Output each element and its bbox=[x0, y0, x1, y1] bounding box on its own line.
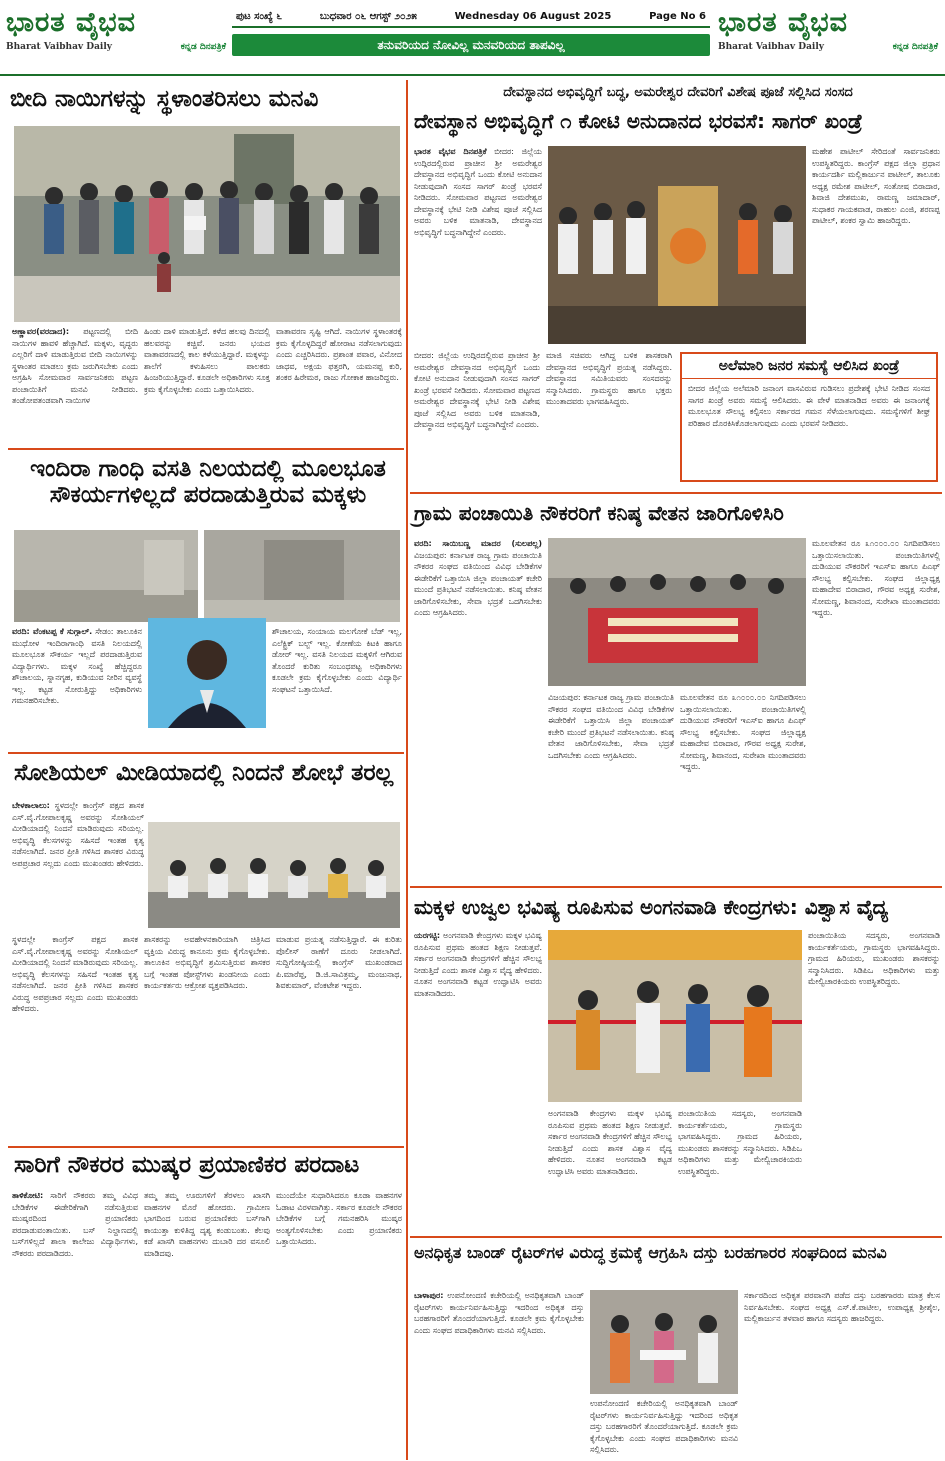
byline-anganwadi: ಯರಗಟ್ಟಿ: bbox=[414, 931, 441, 940]
body-temple-right bbox=[812, 146, 940, 346]
photo-hostel-room-2 bbox=[204, 530, 400, 622]
article-text: ಮುಂದೆಯೇ ಸುಧಾರಿಸಿದರೂ ಕೂಡಾ ವಾಹನಗಳ ಓಡಾಟ ವಿರಳವಾಗಿತ್ತು. ಸರ್ಕಾರ ಕೂಡಲೇ ನೌಕರರ ಬೇಡಿಕೆಗಳ ಬಗ್ಗೆ ಗಮನಹರಿಸಿ ಮುಷ್ಕರ ಅಂತ್ಯಗೊಳಿಸಬೇಕು ಎಂದು ಪ್ರಯಾಣಿಕರು ಒತ್ತಾಯಿಸಿದರು. bbox=[276, 1191, 402, 1246]
article-text: ಅಂಗನವಾಡಿ ಕೇಂದ್ರಗಳು ಮಕ್ಕಳ ಭವಿಷ್ಯ ರೂಪಿಸುವ ಪ್ರಥಮ ಹಂತದ ಶಿಕ್ಷಣ ನೀಡುತ್ತವೆ. ಸರ್ಕಾರ ಅಂಗನವಾಡಿ ಕೇಂದ್ರಗಳಿಗೆ ಹೆಚ್ಚಿನ ಸೌಲಭ್ಯ ನೀಡುತ್ತಿದೆ ಎಂದು ಶಾಸಕ ವಿಶ್ವಾಸ ವೈದ್ಯ ಹೇಳಿದರು. ನೂತನ ಅಂಗನವಾಡಿ ಕಟ್ಟಡ ಉದ್ಘಾಟಿಸಿ ಅವರು ಮಾತನಾಡಿದರು. bbox=[548, 1109, 672, 1176]
headline-hostel: ಇಂದಿರಾ ಗಾಂಧಿ ವಸತಿ ನಿಲಯದಲ್ಲಿ ಮೂಲಭೂತ ಸೌಕರ್ಯಗಳಿಲ್ಲದೆ ಪರದಾಡುತ್ತಿರುವ ಮಕ್ಕಳು bbox=[30, 456, 386, 509]
tagline: ತನುವರಿಯದ ನೋವಿಲ್ಲ ಮನವರಿಯದ ತಾಪವಿಲ್ಲ bbox=[377, 37, 565, 52]
byline-transport: ತಾಳಿಕೋಟಿ: bbox=[12, 1191, 44, 1200]
logo-subtitle: ಕನ್ನಡ ದಿನಪತ್ರಿಕೆ bbox=[892, 42, 938, 52]
article-text: ಶಾಸಕರನ್ನು ಅವಹೇಳನಕಾರಿಯಾಗಿ ಚಿತ್ರಿಸಿದ ವ್ಯಕ್ತಿಯ ವಿರುದ್ಧ ಕಾನೂನು ಕ್ರಮ ಕೈಗೊಳ್ಳಬೇಕು. ತಾಲೂಕಿನ ಅಭಿವೃದ್ಧಿಗೆ ಶ್ರಮಿಸುತ್ತಿರುವ ಶಾಸಕರ ಬಗ್ಗೆ ಇಂತಹ ಪೋಸ್ಟ್‌ಗಳು ಖಂಡನೀಯ ಎಂದು ಕಾರ್ಯಕರ್ತರು ಆಕ್ರೋಶ ವ್ಯಕ್ತಪಡಿಸಿದರು. bbox=[144, 935, 270, 990]
article-text: ಪಟ್ಟಣದಲ್ಲಿ ಬೀದಿ ನಾಯಿಗಳ ಹಾವಳಿ ಹೆಚ್ಚಾಗಿದೆ. ಮಕ್ಕಳು, ವೃದ್ಧರು ಎಲ್ಲರಿಗೆ ದಾಳಿ ಮಾಡುತ್ತಿರುವ ಬೀದಿ ನಾಯಿಗಳನ್ನು ಸ್ಥಳಾಂತರ ಮಾಡಲು ಕ್ರಮ ಜರುಗಿಸಬೇಕು ಎಂದು ಅಗ್ರಹಿಸಿ ಸೋಮವಾರ ಸಾರ್ವಜನಿಕರು ಪಟ್ಟಣ ಪಂಚಾಯಿತಿಗೆ ಮನವಿ ನೀಡಿದರು. ತಂಡೋಪತಂಡವಾಗಿ ನಾಯಿಗಳ bbox=[12, 327, 138, 405]
headline-social-media: ಸೋಶಿಯಲ್ ಮೀಡಿಯಾದಲ್ಲಿ ನಿಂದನೆ ಶೋಭೆ ತರಲ್ಲ bbox=[14, 760, 394, 786]
logo-english-name: Bharat Vaibhav Daily bbox=[718, 42, 824, 52]
body-hostel-left bbox=[12, 626, 142, 746]
article-text: ಅಂಗನವಾಡಿ ಕೇಂದ್ರಗಳು ಮಕ್ಕಳ ಭವಿಷ್ಯ ರೂಪಿಸುವ ಪ್ರಥಮ ಹಂತದ ಶಿಕ್ಷಣ ನೀಡುತ್ತವೆ. ಸರ್ಕಾರ ಅಂಗನವಾಡಿ ಕೇಂದ್ರಗಳಿಗೆ ಹೆಚ್ಚಿನ ಸೌಲಭ್ಯ ನೀಡುತ್ತಿದೆ ಎಂದು ಶಾಸಕ ವಿಶ್ವಾಸ ವೈದ್ಯ ಹೇಳಿದರು. ನೂತನ ಅಂಗನವಾಡಿ ಕಟ್ಟಡ ಉದ್ಘಾಟಿಸಿ ಅವರು ಮಾತನಾಡಿದರು. bbox=[414, 931, 542, 998]
headline-dogs: ಬೀದಿ ನಾಯಿಗಳನ್ನು ಸ್ಥಳಾಂತರಿಸಲು ಮನವಿ bbox=[10, 86, 319, 112]
body-anganwadi-right bbox=[808, 930, 940, 1230]
body-panchayat-right bbox=[812, 538, 940, 868]
byline-social: ಬೇಳಕಾಲಾಲು: bbox=[12, 801, 50, 810]
byline-dogs: ಅಣ್ಣಾವರ(ವರದಾದ): bbox=[12, 327, 70, 336]
body-temple-bottom bbox=[414, 350, 672, 486]
article-text: ಸಾರಿಗೆ ನೌಕರರು ತಮ್ಮ ವಿವಿಧ ಬೇಡಿಕೆಗಳ ಈಡೇರಿಕೆಗಾಗಿ ನಡೆಸುತ್ತಿರುವ ಮುಷ್ಕರದಿಂದ ಪ್ರಯಾಣಿಕರು ಪರದಾಡುವಂತಾಯಿತು. ಬಸ್ ನಿಲ್ದಾಣದಲ್ಲಿ ಬಸ್‌ಗಳಿಲ್ಲದೆ ಶಾಲಾ ಕಾಲೇಜು ವಿದ್ಯಾರ್ಥಿಗಳು, ನೌಕರರು ಪರದಾಡಿದರು. bbox=[12, 1191, 138, 1258]
masthead-center bbox=[232, 6, 710, 64]
article-text: ಮಾಡುವ ಪ್ರಯತ್ನ ನಡೆಸುತ್ತಿದ್ದಾರೆ. ಈ ಕುರಿತು ಪೊಲೀಸ್ ಠಾಣೆಗೆ ದೂರು ನೀಡಲಾಗಿದೆ. ಸುದ್ದಿಗೋಷ್ಠಿಯಲ್ಲಿ ಕಾಂಗ್ರೆಸ್ ಮುಖಂಡರಾದ ಪಿ.ಮಾರೆಪ್ಪ, ಡಿ.ಜಿ.ಸಾವಿತ್ರಮ್ಮ, ಮಂಜುನಾಥ, ಶಿವಕುಮಾರ್, ವೆಂಕಟೇಶ ಇದ್ದರು. bbox=[276, 935, 402, 990]
photo-panchayat-protest bbox=[548, 538, 806, 686]
headline-temple: ದೇವಸ್ಥಾನ ಅಭಿವೃದ್ಧಿಗೆ ೧ ಕೋಟಿ ಅನುದಾನದ ಭರವಸೆ: ಸಾಗರ್ ಖಂಡ್ರೆ bbox=[414, 109, 863, 133]
article-text: ತಮ್ಮ ತಮ್ಮ ಊರುಗಳಿಗೆ ತೆರಳಲು ಖಾಸಗಿ ವಾಹನಗಳ ಮೊರೆ ಹೋದರು. ಗ್ರಾಮೀಣ ಭಾಗದಿಂದ ಬರುವ ಪ್ರಯಾಣಿಕರು ಬಸ್‌ಗಾಗಿ ಕಾಯುತ್ತಾ ಕುಳಿತಿದ್ದ ದೃಶ್ಯ ಕಂಡುಬಂತು. ಕೆಲವು ಕಡೆ ಖಾಸಗಿ ವಾಹನಗಳು ದುಬಾರಿ ದರ ವಸೂಲಿ ಮಾಡಿದವು. bbox=[144, 1191, 270, 1258]
section-divider bbox=[410, 886, 942, 888]
article-text: ಸ್ಥಳದಲ್ಲೇ ಕಾಂಗ್ರೆಸ್ ಪಕ್ಷದ ಶಾಸಕ ಎಸ್.ವೈ.ಗೋಪಾಲಕೃಷ್ಣ ಅವರನ್ನು ಸೋಶಿಯಲ್ ಮೀಡಿಯಾದಲ್ಲಿ ನಿಂದನೆ ಮಾಡಿರುವುದು ಸರಿಯಲ್ಲ. ಅಭಿವೃದ್ಧಿ ಕೆಲಸಗಳನ್ನು ಸಹಿಸದೆ ಇಂತಹ ಕೃತ್ಯ ನಡೆಸಲಾಗಿದೆ. ಜನರ ಪ್ರೀತಿ ಗಳಿಸಿದ ಶಾಸಕರ ವಿರುದ್ಧ ಅಪಪ್ರಚಾರ ಸಲ್ಲದು ಎಂದು ಮುಖಂಡರು ಹೇಳಿದರು. bbox=[12, 935, 138, 1013]
masthead-logo-right bbox=[718, 4, 938, 66]
article-text: ಮೂಲವೇತನ ರೂ ೩೧೦೦೦.೦೦ ನಿಗದಿಪಡಿಸಲು ಒತ್ತಾಯಿಸಲಾಯಿತು. ಪಂಚಾಯಿತಿಗಳಲ್ಲಿ ದುಡಿಯುವ ನೌಕರರಿಗೆ ಇಎಸ್ಐ ಹಾಗೂ ಪಿಎಫ್ ಸೌಲಭ್ಯ ಕಲ್ಪಿಸಬೇಕು. ಸಂಘದ ಜಿಲ್ಲಾಧ್ಯಕ್ಷ ಮಹಾದೇವ ಬಿರಾದಾರ, ಗೌರವ ಅಧ್ಯಕ್ಷ ಸುರೇಶ, ಸೋಮಣ್ಣ, ಶಿವಾನಂದ, ಸುರೇಖಾ ಮುಂತಾದವರು ಇದ್ದರು. bbox=[680, 693, 806, 771]
article-text: ಪಂಚಾಯಿತಿಯ ಸದಸ್ಯರು, ಅಂಗನವಾಡಿ ಕಾರ್ಯಕರ್ತೆಯರು, ಗ್ರಾಮಸ್ಥರು ಭಾಗವಹಿಸಿದ್ದರು. ಗ್ರಾಮದ ಹಿರಿಯರು, ಮುಖಂಡರು ಶಾಸಕರನ್ನು ಸನ್ಮಾನಿಸಿದರು. ಸಿಡಿಪಿಒ ಅಧಿಕಾರಿಗಳು ಮತ್ತು ಮೇಲ್ವಿಚಾರಕಿಯರು ಉಪಸ್ಥಿತರಿದ್ದರು. bbox=[678, 1109, 802, 1176]
byline-hostel: ವರದಿ: ವೆಂಕಟಪ್ಪ ಕೆ ಸುಗ್ಗಾಲ್. bbox=[12, 627, 93, 636]
body-bond-writers-left bbox=[414, 1290, 584, 1454]
body-anganwadi-mid bbox=[548, 1108, 802, 1230]
article-text: ಬೀದರ: ಜಿಲ್ಲೆಯ ಉದ್ಗಿರದಲ್ಲಿರುವ ಪ್ರಾಚೀನ ಶ್ರೀ ಅಮರೇಶ್ವರ ದೇವಸ್ಥಾನದ ಅಭಿವೃದ್ಧಿಗೆ ಒಂದು ಕೋಟಿ ಅನುದಾನ ನೀಡುವುದಾಗಿ ಸಂಸದ ಸಾಗರ್ ಖಂಡ್ರೆ ಭರವಸೆ ನೀಡಿದರು. ಸೋಮವಾರ ಪಟ್ಟಣದ ಅಮರೇಶ್ವರ ದೇವಸ್ಥಾನಕ್ಕೆ ಭೇಟಿ ನೀಡಿ ವಿಶೇಷ ಪೂಜೆ ಸಲ್ಲಿಸಿದ ಅವರು ಬಳಿಕ ಮಾತನಾಡಿ, ದೇವಸ್ಥಾನದ ಅಭಿವೃದ್ಧಿಗೆ ಬದ್ಧನಾಗಿದ್ದೇನೆ ಎಂದರು. bbox=[414, 351, 540, 429]
tagline-bar bbox=[232, 34, 710, 56]
article-text: ಹಿಂಡು ದಾಳಿ ಮಾಡುತ್ತಿದೆ. ಕಳೆದ ಹಲವು ದಿನದಲ್ಲಿ ಹಲವರನ್ನು ಕಚ್ಚಿವೆ. ಜನರು ಭಯದ ವಾತಾವರಣದಲ್ಲಿ ಕಾಲ ಕಳೆಯುತ್ತಿದ್ದಾರೆ. ಮಕ್ಕಳನ್ನು ಶಾಲೆಗೆ ಕಳುಹಿಸಲು ಪಾಲಕರು ಹಿಂಜರಿಯುತ್ತಿದ್ದಾರೆ. ಕೂಡಲೇ ಅಧಿಕಾರಿಗಳು ಸೂಕ್ತ ಕ್ರಮ ಕೈಗೊಳ್ಳಬೇಕು ಎಂದು ಒತ್ತಾಯಿಸಿದರು. bbox=[144, 327, 270, 394]
section-divider bbox=[410, 492, 942, 494]
article-text: ಮಾಜಿ ಸಚಿವರು ಆಗಿದ್ದ ಬಳಿಕ ಶಾಸಕರಾಗಿ ದೇವಸ್ಥಾನದ ಅಭಿವೃದ್ಧಿಗೆ ಪ್ರಯತ್ನ ನಡೆಸಿದ್ದರು. ದೇವಸ್ಥಾನದ ಸಮಿತಿಯವರು ಸಂಸದರನ್ನು ಸನ್ಮಾನಿಸಿದರು. ಗ್ರಾಮಸ್ಥರು ಹಾಗೂ ಭಕ್ತರು ಮುಂತಾದವರು ಭಾಗವಹಿಸಿದ್ದರು. bbox=[546, 351, 672, 406]
photo-reporter-portrait bbox=[148, 618, 266, 728]
article-text: ಮಹೇಶ ಪಾಟೀಲ್ ಸೇರಿದಂತೆ ಸಾರ್ವಜನಿಕರು ಉಪಸ್ಥಿತರಿದ್ದರು. ಕಾಂಗ್ರೆಸ್ ಪಕ್ಷದ ಜಿಲ್ಲಾ ಪ್ರಧಾನ ಕಾರ್ಯದರ್ಶಿ ಮಲ್ಲಿಕಾರ್ಜುನ ಪಾಟೀಲ್, ತಾಲೂಕು ಅಧ್ಯಕ್ಷ ರಮೇಶ ಪಾಟೀಲ್, ಸಂತೋಷ ಬಿರಾದಾರ, ಶಿವಾಜಿ ದೇಶಮುಖ, ರಾಮಣ್ಣ ಜಮಾದಾರ್, ಸುಧಾಕರ ಗಾಯಕವಾಡ, ರಾಹುಲ ಎಂಜಿ, ಶರಣಪ್ಪ ಪಾಟೀಲ್, ಶಂಕರ ಸ್ವಾಮಿ ಹಾಜರಿದ್ದರು. bbox=[812, 147, 940, 225]
masthead-divider bbox=[0, 74, 945, 76]
logo-subtitle: ಕನ್ನಡ ದಿನಪತ್ರಿಕೆ bbox=[180, 42, 226, 52]
article-text: ವಿಜಯಪುರ: ಕರ್ನಾಟಕ ರಾಜ್ಯ ಗ್ರಾಮ ಪಂಚಾಯಿತಿ ನೌಕರರ ಸಂಘದ ವತಿಯಿಂದ ವಿವಿಧ ಬೇಡಿಕೆಗಳ ಈಡೇರಿಕೆಗೆ ಒತ್ತಾಯಿಸಿ ಜಿಲ್ಲಾ ಪಂಚಾಯತ್ ಕಚೇರಿ ಮುಂದೆ ಪ್ರತಿಭಟನೆ ನಡೆಸಲಾಯಿತು. ಕನಿಷ್ಠ ವೇತನ ಜಾರಿಗೊಳಿಸಬೇಕು, ಸೇವಾ ಭದ್ರತೆ ಒದಗಿಸಬೇಕು ಎಂದು ಆಗ್ರಹಿಸಿದರು. bbox=[548, 693, 674, 760]
body-social-intro bbox=[12, 800, 144, 930]
article-text: ಉಪನೋಂದಣಿ ಕಚೇರಿಯಲ್ಲಿ ಅನಧಿಕೃತವಾಗಿ ಬಾಂಡ್ ರೈಟರ್‌ಗಳು ಕಾರ್ಯನಿರ್ವಹಿಸುತ್ತಿದ್ದು ಇದರಿಂದ ಅಧಿಕೃತ ದಸ್ತು ಬರಹಗಾರರಿಗೆ ತೊಂದರೆಯಾಗುತ್ತಿದೆ. ಕೂಡಲೇ ಕ್ರಮ ಕೈಗೊಳ್ಳಬೇಕು ಎಂದು ಸಂಘದ ಪದಾಧಿಕಾರಿಗಳು ಮನವಿ ಸಲ್ಲಿಸಿದರು. bbox=[414, 1291, 584, 1335]
article-text: ಪಂಚಾಯಿತಿಯ ಸದಸ್ಯರು, ಅಂಗನವಾಡಿ ಕಾರ್ಯಕರ್ತೆಯರು, ಗ್ರಾಮಸ್ಥರು ಭಾಗವಹಿಸಿದ್ದರು. ಗ್ರಾಮದ ಹಿರಿಯರು, ಮುಖಂಡರು ಶಾಸಕರನ್ನು ಸನ್ಮಾನಿಸಿದರು. ಸಿಡಿಪಿಒ ಅಧಿಕಾರಿಗಳು ಮತ್ತು ಮೇಲ್ವಿಚಾರಕಿಯರು ಉಪಸ್ಥಿತರಿದ್ದರು. bbox=[808, 931, 940, 986]
headline-panchayat: ಗ್ರಾಮ ಪಂಚಾಯಿತಿ ನೌಕರರಿಗೆ ಕನಿಷ್ಠ ವೇತನ ಜಾರಿಗೊಳಿಸಿರಿ bbox=[414, 501, 784, 525]
logo-title: ಭಾರತ ವೈಭವ bbox=[6, 7, 136, 38]
kicker-temple: ದೇವಸ್ಥಾನದ ಅಭಿವೃದ್ಧಿಗೆ ಬದ್ಧ, ಅಮರೇಶ್ವರ ದೇವರಿಗೆ ವಿಶೇಷ ಪೂಜೆ ಸಲ್ಲಿಸಿದ ಸಂಸದ bbox=[503, 85, 853, 100]
headline-bond-writers: ಅನಧಿಕೃತ ಬಾಂಡ್ ರೈಟರ್‌ಗಳ ವಿರುದ್ಧ ಕ್ರಮಕ್ಕೆ ಆಗ್ರಹಿಸಿ ದಸ್ತು ಬರಹಗಾರರ ಸಂಘದಿಂದ ಮನವಿ bbox=[414, 1243, 887, 1262]
page-number: Page No 6 bbox=[649, 10, 706, 22]
article-text: ಶೌಚಾಲಯ, ಸಂಯಾಯ ಮಲಗೋಕೆ ಬೆಡ್ ಇಲ್ಲ, ಎಲೆಕ್ಟ್ರಿಕ್ ಬಲ್ಬ್ ಇಲ್ಲ. ಕೋಣೆಯ ಕಿಟಕಿ ಹಾಗೂ ಡೋರ್ ಇಲ್ಲ. ವಸತಿ ನಿಲಯದ ಮಕ್ಕಳಿಗೆ ಆಗಿರುವ ತೊಂದರೆ ಕುರಿತು ಸಂಬಂಧಪಟ್ಟ ಅಧಿಕಾರಿಗಳು ಕೂಡಲೇ ಕ್ರಮ ಕೈಗೊಳ್ಳಬೇಕು ಎಂದು ವಿದ್ಯಾರ್ಥಿ ಸಂಘಟನೆ ಒತ್ತಾಯಿಸಿದೆ. bbox=[272, 627, 402, 694]
body-hostel-right bbox=[272, 626, 402, 746]
article-text: ಸೇಡಂ: ತಾಲೂಕಿನ ಮುಧೋಳ ಇಂದಿರಾಗಾಂಧಿ ವಸತಿ ನಿಲಯದಲ್ಲಿ ಮೂಲಭೂತ ಸೌಕರ್ಯ ಇಲ್ಲದೆ ಪರದಾಡುತ್ತಿರುವ ವಿದ್ಯಾರ್ಥಿಗಳು. ಮಕ್ಕಳ ಸಂಖ್ಯೆ ಹೆಚ್ಚಿದ್ದರೂ ಶೌಚಾಲಯ, ಸ್ನಾನಗೃಹ, ಕುಡಿಯುವ ನೀರಿನ ವ್ಯವಸ್ಥೆ ಇಲ್ಲ. ಕಟ್ಟಡ ಸೋರುತ್ತಿದ್ದು ಅಧಿಕಾರಿಗಳು ಗಮನಹರಿಸಬೇಕು. bbox=[12, 627, 142, 705]
section-divider bbox=[8, 448, 404, 450]
photo-bond-writers bbox=[590, 1290, 738, 1394]
headline-anganwadi: ಮಕ್ಕಳ ಉಜ್ವಲ ಭವಿಷ್ಯ ರೂಪಿಸುವ ಅಂಗನವಾಡಿ ಕೇಂದ್ರಗಳು: ವಿಶ್ವಾಸ ವೈದ್ಯ bbox=[414, 895, 889, 919]
column-divider bbox=[406, 80, 408, 1460]
article-text: ಉಪನೋಂದಣಿ ಕಚೇರಿಯಲ್ಲಿ ಅನಧಿಕೃತವಾಗಿ ಬಾಂಡ್ ರೈಟರ್‌ಗಳು ಕಾರ್ಯನಿರ್ವಹಿಸುತ್ತಿದ್ದು ಇದರಿಂದ ಅಧಿಕೃತ ದಸ್ತು ಬರಹಗಾರರಿಗೆ ತೊಂದರೆಯಾಗುತ್ತಿದೆ. ಕೂಡಲೇ ಕ್ರಮ ಕೈಗೊಳ್ಳಬೇಕು ಎಂದು ಸಂಘದ ಪದಾಧಿಕಾರಿಗಳು ಮನವಿ ಸಲ್ಲಿಸಿದರು. bbox=[590, 1399, 738, 1454]
body-anganwadi-left bbox=[414, 930, 542, 1230]
body-panchayat-mid bbox=[548, 692, 806, 868]
box-alemari bbox=[680, 352, 938, 482]
section-divider bbox=[8, 1146, 404, 1148]
logo-english-name: Bharat Vaibhav Daily bbox=[6, 42, 112, 52]
masthead-logo-left bbox=[6, 4, 226, 66]
headline-alemari: ಅಲೆಮಾರಿ ಜನರ ಸಮಸ್ಯೆ ಆಲಿಸಿದ ಖಂಡ್ರೆ bbox=[682, 354, 936, 379]
article-text: ಬೀದರ: ಜಿಲ್ಲೆಯ ಉದ್ಗಿರದಲ್ಲಿರುವ ಪ್ರಾಚೀನ ಶ್ರೀ ಅಮರೇಶ್ವರ ದೇವಸ್ಥಾನದ ಅಭಿವೃದ್ಧಿಗೆ ಒಂದು ಕೋಟಿ ಅನುದಾನ ನೀಡುವುದಾಗಿ ಸಂಸದ ಸಾಗರ್ ಖಂಡ್ರೆ ಭರವಸೆ ನೀಡಿದರು. ಸೋಮವಾರ ಪಟ್ಟಣದ ಅಮರೇಶ್ವರ ದೇವಸ್ಥಾನಕ್ಕೆ ಭೇಟಿ ನೀಡಿ ವಿಶೇಷ ಪೂಜೆ ಸಲ್ಲಿಸಿದ ಅವರು ಬಳಿಕ ಮಾತನಾಡಿ, ದೇವಸ್ಥಾನದ ಅಭಿವೃದ್ಧಿಗೆ ಬದ್ಧನಾಗಿದ್ದೇನೆ ಎಂದರು. bbox=[414, 147, 542, 237]
masthead bbox=[0, 0, 945, 70]
logo-title: ಭಾರತ ವೈಭವ bbox=[718, 7, 848, 38]
body-temple-left bbox=[414, 146, 542, 346]
body-dogs bbox=[12, 326, 402, 444]
article-text: ಸ್ಥಳದಲ್ಲೇ ಕಾಂಗ್ರೆಸ್ ಪಕ್ಷದ ಶಾಸಕ ಎಸ್.ವೈ.ಗೋಪಾಲಕೃಷ್ಣ ಅವರನ್ನು ಸೋಶಿಯಲ್ ಮೀಡಿಯಾದಲ್ಲಿ ನಿಂದನೆ ಮಾಡಿರುವುದು ಸರಿಯಲ್ಲ. ಅಭಿವೃದ್ಧಿ ಕೆಲಸಗಳನ್ನು ಸಹಿಸದೆ ಇಂತಹ ಕೃತ್ಯ ನಡೆಸಲಾಗಿದೆ. ಜನರ ಪ್ರೀತಿ ಗಳಿಸಿದ ಶಾಸಕರ ವಿರುದ್ಧ ಅಪಪ್ರಚಾರ ಸಲ್ಲದು ಎಂದು ಮುಖಂಡರು ಹೇಳಿದರು. bbox=[12, 801, 144, 868]
photo-anganwadi-inauguration bbox=[548, 930, 802, 1102]
body-transport-strike bbox=[12, 1190, 402, 1452]
body-social-media bbox=[12, 934, 402, 1142]
date-bar bbox=[232, 6, 710, 28]
body-panchayat-left bbox=[414, 538, 542, 868]
body-bond-writers-right bbox=[744, 1290, 940, 1454]
article-text: ಮೂಲವೇತನ ರೂ ೩೧೦೦೦.೦೦ ನಿಗದಿಪಡಿಸಲು ಒತ್ತಾಯಿಸಲಾಯಿತು. ಪಂಚಾಯಿತಿಗಳಲ್ಲಿ ದುಡಿಯುವ ನೌಕರರಿಗೆ ಇಎಸ್ಐ ಹಾಗೂ ಪಿಎಫ್ ಸೌಲಭ್ಯ ಕಲ್ಪಿಸಬೇಕು. ಸಂಘದ ಜಿಲ್ಲಾಧ್ಯಕ್ಷ ಮಹಾದೇವ ಬಿರಾದಾರ, ಗೌರವ ಅಧ್ಯಕ್ಷ ಸುರೇಶ, ಸೋಮಣ್ಣ, ಶಿವಾನಂದ, ಸುರೇಖಾ ಮುಂತಾದವರು ಇದ್ದರು. bbox=[812, 539, 940, 617]
issue-label: ಪುಟ ಸಂಖ್ಯೆ ೬ bbox=[236, 10, 283, 22]
photo-dogs-memorandum bbox=[14, 126, 400, 322]
section-divider bbox=[410, 1236, 942, 1238]
article-text: ವಾತಾವರಣ ಸೃಷ್ಟಿ ಆಗಿದೆ. ನಾಯಿಗಳ ಸ್ಥಳಾಂತರಕ್ಕೆ ಕ್ರಮ ಕೈಗೊಳ್ಳದಿದ್ದರೆ ಹೋರಾಟ ನಡೆಸಲಾಗುವುದು ಎಂದು ಎಚ್ಚರಿಸಿದರು. ಪ್ರಶಾಂತ ಪವಾರ, ವಿನೋದ ಜಾಧವ, ಅಕ್ಷಯ ಫತ್ತರಗಿ, ಯಮನಪ್ಪ ಕುರಿ, ಶಂಕರ ಹಿರೇಮಠ, ರಾಜು ಗೋಕಾಕ ಹಾಜರಿದ್ದರು. bbox=[276, 327, 402, 382]
byline-panchayat: ವರದಿ: ಸಾಯಿಬಣ್ಣ ಮಾದರ (ಸುಲಪಲ್ಲ) bbox=[414, 539, 542, 548]
section-divider bbox=[8, 752, 404, 754]
body-bond-writers-mid bbox=[590, 1398, 738, 1454]
date-kannada: ಬುಧವಾರ ೦೬ ಆಗಸ್ಟ್ ೨೦೨೫ bbox=[319, 10, 417, 22]
article-text: ಬೀದರ ಜಿಲ್ಲೆಯ ಅಲೆಮಾರಿ ಜನಾಂಗ ವಾಸವಿರುವ ಗುಡಿಸಲು ಪ್ರದೇಶಕ್ಕೆ ಭೇಟಿ ನೀಡಿದ ಸಂಸದ ಸಾಗರ ಖಂಡ್ರೆ ಅವರು ಸಮಸ್ಯೆ ಆಲಿಸಿದರು. ಈ ವೇಳೆ ಮಾತನಾಡಿದ ಅವರು ಈ ಜನಾಂಗಕ್ಕೆ ಮೂಲಭೂತ ಸೌಲಭ್ಯ ಕಲ್ಪಿಸಲು ಸರ್ಕಾರದ ಗಮನ ಸೆಳೆಯಲಾಗುವುದು. ಸಮಸ್ಯೆಗಳಿಗೆ ಶೀಘ್ರ ಪರಿಹಾರ ದೊರಕಿಸಿಕೊಡಲಾಗುವುದು ಎಂದು ಭರವಸೆ ನೀಡಿದರು. bbox=[688, 384, 930, 428]
date-english: Wednesday 06 August 2025 bbox=[454, 10, 612, 22]
photo-hostel-room-1 bbox=[14, 530, 198, 622]
headline-transport-strike: ಸಾರಿಗೆ ನೌಕರರ ಮುಷ್ಕರ ಪ್ರಯಾಣಿಕರ ಪರದಾಟ bbox=[14, 1152, 360, 1178]
byline-bond-writers: ಬಾಳಾಪುರ: bbox=[414, 1291, 444, 1300]
byline-temple: ಭಾರತ ವೈಭವ ದಿನಪತ್ರಿಕೆ bbox=[414, 147, 487, 156]
photo-temple-pooja bbox=[548, 146, 806, 344]
photo-press-meet bbox=[148, 822, 400, 928]
article-text: ವಿಜಯಪುರ: ಕರ್ನಾಟಕ ರಾಜ್ಯ ಗ್ರಾಮ ಪಂಚಾಯಿತಿ ನೌಕರರ ಸಂಘದ ವತಿಯಿಂದ ವಿವಿಧ ಬೇಡಿಕೆಗಳ ಈಡೇರಿಕೆಗೆ ಒತ್ತಾಯಿಸಿ ಜಿಲ್ಲಾ ಪಂಚಾಯತ್ ಕಚೇರಿ ಮುಂದೆ ಪ್ರತಿಭಟನೆ ನಡೆಸಲಾಯಿತು. ಕನಿಷ್ಠ ವೇತನ ಜಾರಿಗೊಳಿಸಬೇಕು, ಸೇವಾ ಭದ್ರತೆ ಒದಗಿಸಬೇಕು ಎಂದು ಆಗ್ರಹಿಸಿದರು. bbox=[414, 550, 542, 617]
article-text: ಸರ್ಕಾರದಿಂದ ಅಧಿಕೃತ ಪರವಾನಗಿ ಪಡೆದ ದಸ್ತು ಬರಹಗಾರರು ಮಾತ್ರ ಕೆಲಸ ನಿರ್ವಹಿಸಬೇಕು. ಸಂಘದ ಅಧ್ಯಕ್ಷ ಎಸ್.ಕೆ.ಪಾಟೀಲ, ಉಪಾಧ್ಯಕ್ಷ ಶ್ರೀಶೈಲ, ಮಲ್ಲಿಕಾರ್ಜುನ ತಳವಾರ ಹಾಗೂ ಸದಸ್ಯರು ಹಾಜರಿದ್ದರು. bbox=[744, 1291, 940, 1323]
